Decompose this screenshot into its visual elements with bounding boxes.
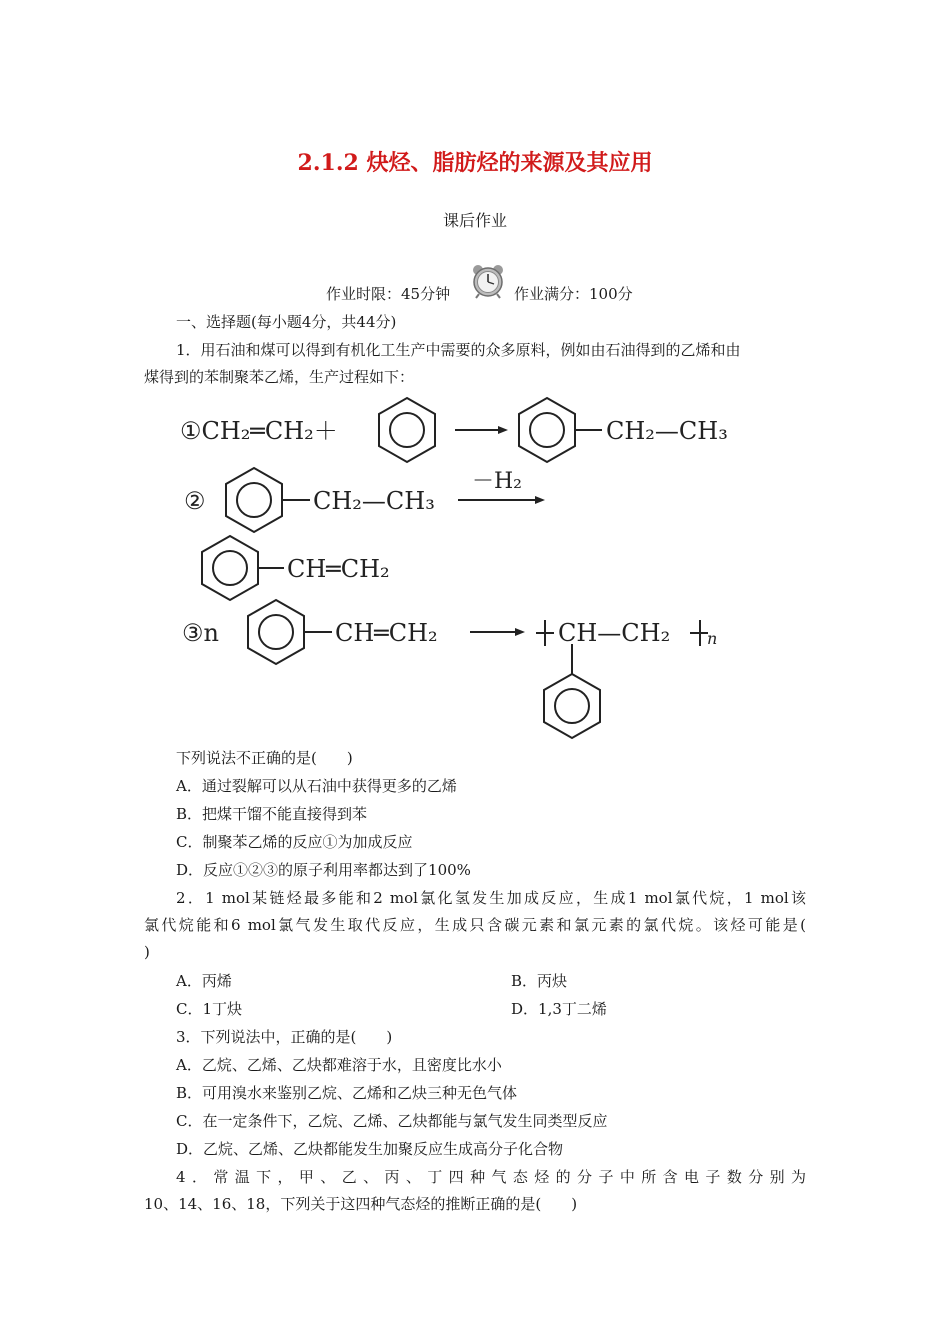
reaction1-label: ①CH₂═CH₂＋ — [180, 417, 338, 445]
reaction2-condition: －H₂ — [472, 469, 523, 494]
q3-stem: 3．下列说法中，正确的是( ) — [176, 1028, 393, 1046]
q1-option-d: D．反应①②③的原子利用率都达到了100% — [176, 861, 471, 879]
benzene-ring-icon — [544, 674, 600, 738]
q2-stem-line1: 2．1 mol某链烃最多能和2 mol氯化氢发生加成反应，生成1 mol氯代烷，1 mol该 — [176, 889, 806, 907]
q2-option-c: C．1丁炔 — [176, 1000, 243, 1018]
benzene-ring-icon — [226, 468, 282, 532]
benzene-ring-icon — [519, 398, 575, 462]
q3-option-a: A．乙烷、乙烯、乙炔都难溶于水，且密度比水小 — [176, 1056, 502, 1074]
q1-option-a: A．通过裂解可以从石油中获得更多的乙烯 — [176, 777, 457, 795]
q3-option-d: D．乙烷、乙烯、乙炔都能发生加聚反应生成高分子化合物 — [176, 1140, 564, 1158]
reaction2-label: ② — [184, 487, 206, 515]
alarm-clock-icon — [470, 263, 506, 299]
degree-of-polymerization: n — [707, 629, 718, 648]
page-subtitle: 课后作业 — [442, 211, 507, 230]
q2-stem-line3: ) — [144, 943, 150, 961]
reaction2-product: CH═CH₂ — [287, 555, 390, 583]
q1-option-c: C．制聚苯乙烯的反应①为加成反应 — [176, 833, 413, 851]
reaction-scheme — [170, 392, 750, 742]
q2-stem-line2: 氯代烷能和6 mol氯气发生取代反应，生成只含碳元素和氯元素的氯代烷。该烃可能是( — [144, 916, 806, 934]
page-title: 2.1.2 炔烃、脂肪烃的来源及其应用 — [297, 150, 653, 176]
q2-option-a: A．丙烯 — [176, 972, 232, 990]
q2-option-b: B．丙炔 — [511, 972, 568, 990]
q1-stem-line2: 煤得到的苯制聚苯乙烯，生产过程如下： — [144, 368, 415, 386]
q1-option-b: B．把煤干馏不能直接得到苯 — [176, 805, 368, 823]
reaction3-product: CH—CH₂ — [558, 619, 671, 647]
q4-stem-line2: 10、14、16、18，下列关于这四种气态烃的推断正确的是( ) — [144, 1195, 578, 1213]
reaction1-product: CH₂—CH₃ — [606, 417, 728, 445]
q3-option-c: C．在一定条件下，乙烷、乙烯、乙炔都能与氯气发生同类型反应 — [176, 1112, 608, 1130]
benzene-ring-icon — [202, 536, 258, 600]
q2-option-d: D．1,3丁二烯 — [511, 1000, 607, 1018]
section-heading: 一、选择题(每小题4分，共44分) — [176, 313, 397, 331]
benzene-ring-icon — [379, 398, 435, 462]
q3-option-b: B．可用溴水来鉴别乙烷、乙烯和乙炔三种无色气体 — [176, 1084, 518, 1102]
reaction2-reactant: CH₂—CH₃ — [313, 487, 435, 515]
q4-stem-line1: 4．常温下，甲、乙、丙、丁四种气态烃的分子中所含电子数分别为 — [176, 1168, 806, 1186]
q1-stem-line1: 1．用石油和煤可以得到有机化工生产中需要的众多原料，例如由石油得到的乙烯和由 — [176, 341, 741, 359]
reaction3-reactant: CH═CH₂ — [335, 619, 438, 647]
benzene-ring-icon — [248, 600, 304, 664]
full-score: 作业满分：100分 — [514, 285, 633, 303]
time-limit: 作业时限：45分钟 — [326, 285, 451, 303]
q1-question: 下列说法不正确的是( ) — [176, 749, 353, 767]
reaction3-label: ③n — [182, 619, 219, 647]
